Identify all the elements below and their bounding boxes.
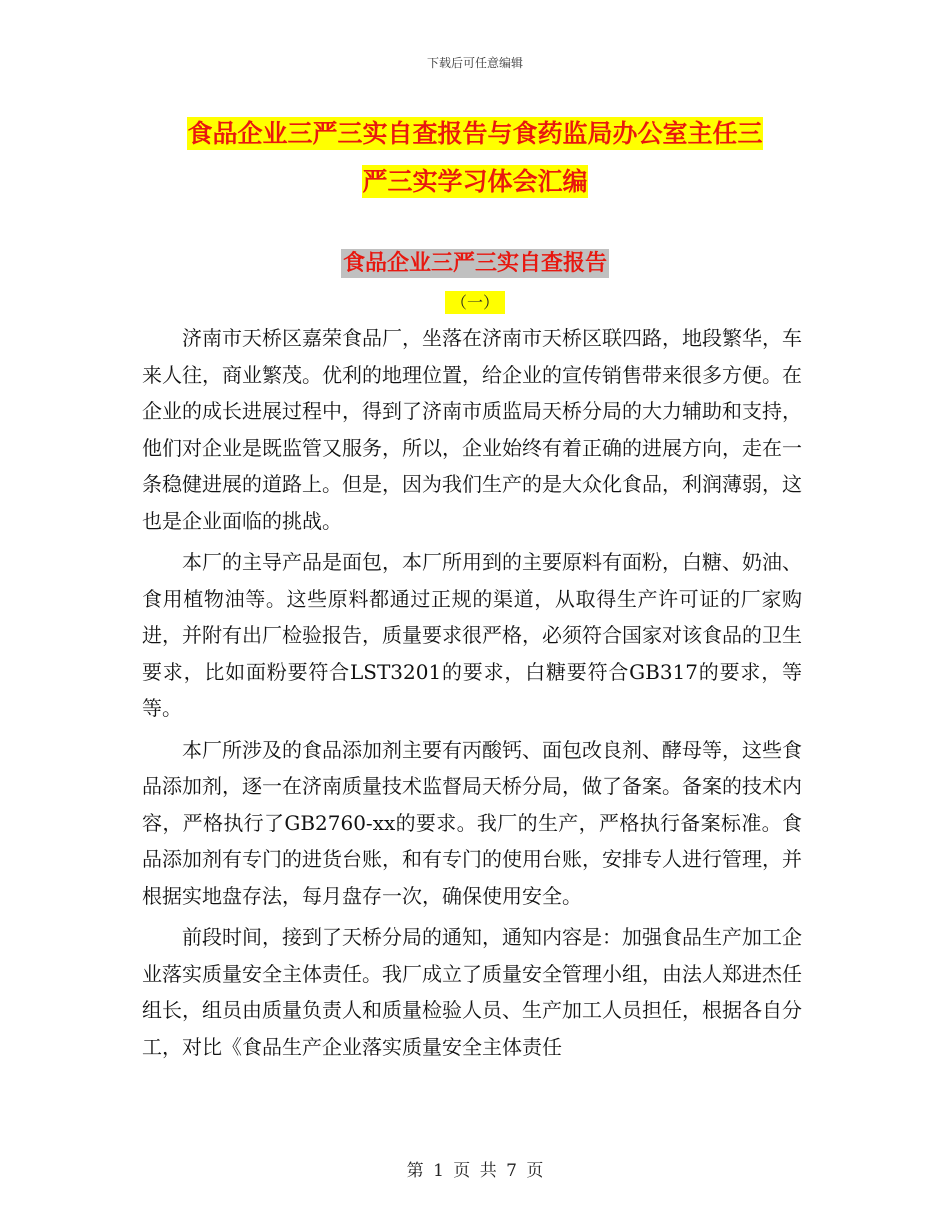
page-footer: 第 1 页 共 7 页 xyxy=(406,1161,544,1181)
document-title-line-1: 食品企业三严三实自查报告与食药监局办公室主任三 xyxy=(187,119,763,148)
section-number-text: （一） xyxy=(445,291,505,314)
document-title-line-2: 严三实学习体会汇编 xyxy=(362,167,588,196)
body-paragraph-3: 本厂所涉及的食品添加剂主要有丙酸钙、面包改良剂、酵母等，这些食品添加剂，逐一在济南质量技术监督局天桥分局，做了备案。备案的技术内容，严格执行了GB2760-xx的要求。我厂的生产，严格执行备案标准。食品添加剂有专门的进货台账，和有专门的使用台账，安排专人进行管理，并根据实地盘存法，每月盘存一次，确保使用安全。 xyxy=(142,737,802,908)
body-paragraph-4: 前段时间，接到了天桥分局的通知，通知内容是：加强食品生产加工企业落实质量安全主体责任。我厂成立了质量安全管理小组，由法人郑进杰任组长，组员由质量负责人和质量检验人员、生产加工人员担任，根据各自分工，对比《食品生产企业落实质量安全主体责任 xyxy=(142,925,802,1059)
section-title xyxy=(0,246,950,277)
section-number xyxy=(0,290,950,313)
document-title xyxy=(140,110,810,206)
body-paragraph-1: 济南市天桥区嘉荣食品厂，坐落在济南市天桥区联四路，地段繁华，车来人往，商业繁茂。优利的地理位置，给企业的宣传销售带来很多方便。在企业的成长进展过程中，得到了济南市质监局天桥分局的大力辅助和支持，他们对企业是既监管又服务，所以，企业始终有着正确的进展方向，走在一条稳健进展的道路上。但是，因为我们生产的是大众化食品，利润薄弱，这也是企业面临的挑战。 xyxy=(142,326,802,533)
section-title-text: 食品企业三严三实自查报告 xyxy=(342,251,607,276)
document-body xyxy=(142,320,802,1070)
body-paragraph-2: 本厂的主导产品是面包，本厂所用到的主要原料有面粉，白糖、奶油、食用植物油等。这些原料都通过正规的渠道，从取得生产许可证的厂家购进，并附有出厂检验报告，质量要求很严格，必须符合国家对该食品的卫生要求，比如面粉要符合LST3201的要求，白糖要符合GB317的要求，等等。 xyxy=(142,550,802,720)
page-header-note: 下载后可任意编辑 xyxy=(426,56,523,70)
